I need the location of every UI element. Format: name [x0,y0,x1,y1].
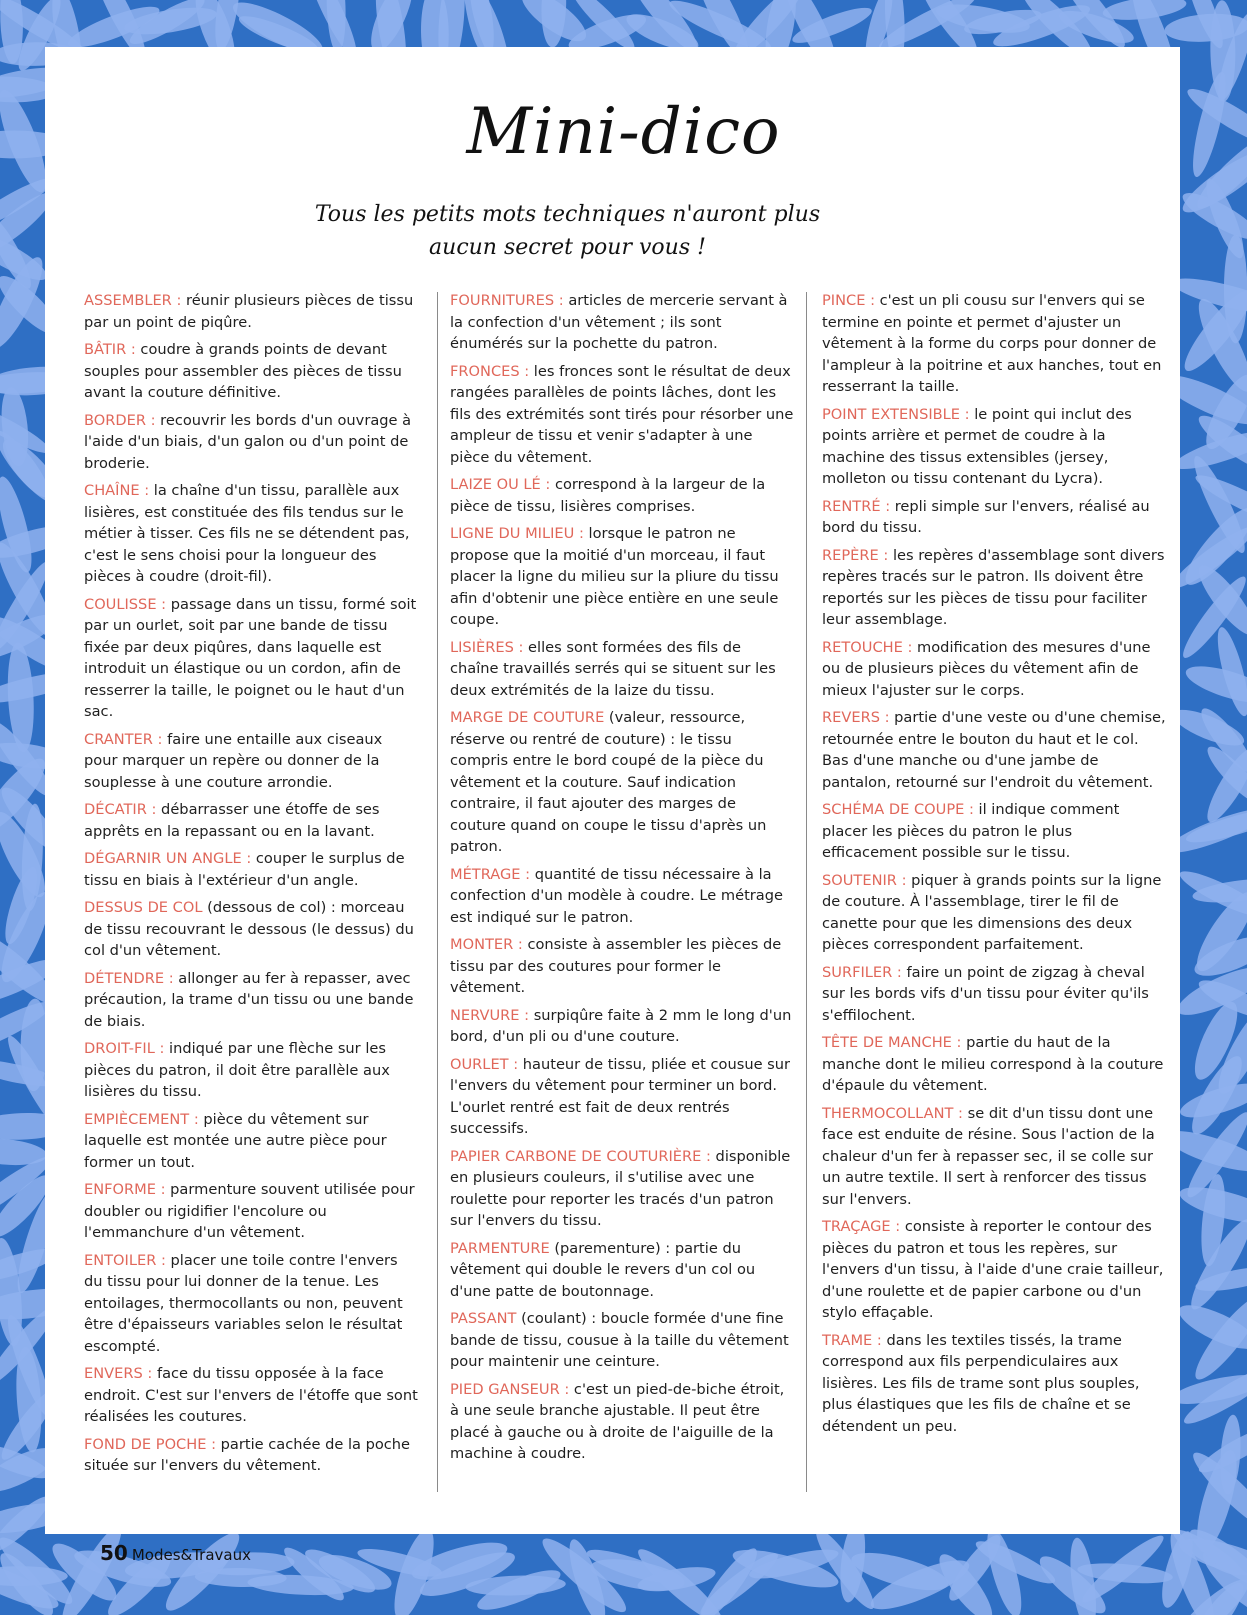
glossary-definition: recouvrir les bords d'un ouvrage à l'aide d'un biais, d'un galon ou d'un point de broderie. [84,411,412,472]
glossary-entry [450,290,794,355]
glossary-term: MONTER : [450,936,523,953]
glossary-term: TÊTE DE MANCHE : [822,1034,962,1051]
glossary-entry [84,290,419,333]
glossary-term: DROIT-FIL : [84,1040,165,1057]
page-number: 50 [100,1541,128,1565]
glossary-entry [84,1179,419,1244]
glossary-entry [450,1005,794,1048]
glossary-term: PASSANT [450,1310,517,1327]
glossary-definition: surpiqûre faite à 2 mm le long d'un bord, d'un pli ou d'une couture. [450,1006,792,1045]
glossary-definition: (coulant) : boucle formée d'une fine bande de tissu, cousue à la taille du vêtement pour maintenir une ceinture. [450,1310,789,1370]
glossary-entry [450,523,794,631]
glossary-term: FOND DE POCHE : [84,1435,216,1453]
glossary-entry [822,496,1166,539]
glossary-entry [822,707,1166,793]
glossary-definition: les repères d'assemblage sont divers repères tracés sur le patron. Ils doivent être reportés sur les pièces de tissu pour faciliter leur assemblage. [822,546,1165,628]
glossary-term: ENFORME : [84,1181,166,1198]
glossary-term: DÉGARNIR UN ANGLE : [84,850,252,867]
glossary-definition: elles sont formées des fils de chaîne travaillés serrés qui se situent sur les deux extrémités de la laize du tissu. [450,638,776,699]
glossary-definition: passage dans un tissu, formé soit par un ourlet, soit par une bande de tissu fixée par deux piqûres, dans laquelle est introduit un élastique ou un cordon, afin de resserrer la taille, le poignet ou le haut d'un sac. [84,595,417,720]
glossary-term: COULISSE : [84,595,167,613]
glossary-term: MARGE DE COUTURE [450,709,605,726]
glossary-term: CRANTER : [84,730,163,748]
glossary-definition: partie du haut de la manche dont le milieu correspond à la couture d'épaule du vêtement. [822,1034,1164,1094]
glossary-term: RENTRÉ : [822,497,891,515]
glossary-entry [84,799,419,842]
glossary-entry [84,729,419,794]
glossary-definition: lorsque le patron ne propose que la moitié d'un morceau, il faut placer la ligne du milieu sur la pliure du tissu afin d'obtenir une pièce entière en une seule coupe. [450,525,779,628]
glossary-entry [450,1238,794,1303]
glossary-definition: hauteur de tissu, pliée et cousue sur l'envers du vêtement pour terminer un bord. L'ourlet rentré est fait de deux rentrés successifs. [450,1055,791,1137]
magazine-name: Modes&Travaux [131,1546,251,1564]
glossary-definition: il indique comment placer les pièces du patron le plus efficacement possible sur le tissu. [822,801,1120,861]
glossary-definition: repli simple sur l'envers, réalisé au bord du tissu. [822,497,1150,536]
glossary-term: PAPIER CARBONE DE COUTURIÈRE : [450,1147,711,1165]
glossary-definition: consiste à reporter le contour des pièces du patron et tous les repères, sur l'envers d'un tissu, à l'aide d'une craie tailleur, d'une roulette et de papier carbone ou d'un stylo effaçable. [822,1218,1164,1321]
glossary-term: DÉCATIR : [84,801,157,818]
glossary-term: MÉTRAGE : [450,865,531,883]
glossary-entry [84,1038,419,1103]
glossary-definition: débarrasser une étoffe de ses apprêts en la repassant ou en la lavant. [84,801,380,840]
glossary-definition: réunir plusieurs pièces de tissu par un point de piqûre. [84,292,414,331]
glossary-column-1 [84,290,419,1483]
glossary-term: PIED GANSEUR : [450,1380,570,1398]
glossary-definition: le point qui inclut des points arrière et permet de coudre à la machine des tissus extensibles (jersey, molleton ou tissu contenant du Lycra). [822,405,1132,487]
glossary-entry [450,1379,794,1465]
glossary-definition: partie d'une veste ou d'une chemise, retournée entre le bouton du haut et le col. Bas d'une manche ou d'une jambe de pantalon, retourné sur l'endroit du vêtement. [822,709,1166,791]
glossary-term: REPÈRE : [822,546,889,564]
glossary-entry [450,361,794,469]
glossary-entry [822,1103,1166,1211]
glossary-entry [450,474,794,517]
subtitle-line-2: aucun secret pour vous ! [429,235,706,260]
glossary-definition: la chaîne d'un tissu, parallèle aux lisières, est constituée des fils tendus sur le métier à tisser. Ces fils ne se détendent pas, c'est le sens choisi pour la longueur des pièces à coudre (droit-fil). [84,482,410,585]
glossary-term: THERMOCOLLANT : [822,1104,963,1122]
glossary-term: PARMENTURE [450,1239,550,1257]
page-title: Mini-dico [466,95,781,169]
glossary-definition: faire une entaille aux ciseaux pour marquer un repère ou donner de la souplesse à une couture arrondie. [84,730,383,791]
glossary-entry [84,1434,419,1477]
glossary-definition: c'est un pied-de-biche étroit, à une seule branche ajustable. Il peut être placé à gauche ou à droite de l'aiguille de la machine à coudre. [450,1380,785,1462]
glossary-entry [822,404,1166,490]
glossary-entry [822,545,1166,631]
glossary-entry [84,594,419,723]
glossary-entry [84,339,419,404]
glossary-column-2 [450,290,794,1471]
glossary-definition: modification des mesures d'une ou de plusieurs pièces du vêtement afin de mieux l'ajuster sur le corps. [822,638,1151,699]
glossary-entry [450,637,794,702]
glossary-term: LAIZE OU LÉ : [450,476,551,493]
glossary-definition: couper le surplus de tissu en biais à l'extérieur d'un angle. [84,850,405,889]
glossary-term: SURFILER : [822,963,902,981]
glossary-term: DÉTENDRE : [84,969,174,987]
glossary-term: PINCE : [822,292,875,309]
glossary-entry [450,1146,794,1232]
glossary-entry [822,1330,1166,1438]
glossary-entry [450,1054,794,1140]
glossary-entry [84,1250,419,1358]
glossary-definition: (valeur, ressource, réserve ou rentré de couture) : le tissu compris entre le bord coupé de la pièce du vêtement et la couture. Sauf indication contraire, il faut ajouter des marges de couture quand on coupe le tissu d'après un patron. [450,709,767,855]
column-divider [806,292,807,1492]
glossary-definition: indiqué par une flèche sur les pièces du patron, il doit être parallèle aux lisières du tissu. [84,1040,390,1100]
glossary-entry [84,968,419,1033]
glossary-term: DESSUS DE COL [84,899,203,916]
glossary-term: BÂTIR : [84,341,136,358]
glossary-entry [84,410,419,475]
glossary-definition: c'est un pli cousu sur l'envers qui se termine en pointe et permet d'ajuster un vêtement à la forme du corps pour donner de l'ampleur à la poitrine et aux hanches, tout en resserrant la taille. [822,292,1162,395]
column-divider [437,292,438,1492]
glossary-term: REVERS : [822,709,890,726]
glossary-term: RETOUCHE : [822,638,913,656]
glossary-entry [450,934,794,999]
glossary-definition: piquer à grands points sur la ligne de couture. À l'assemblage, tirer le fil de canette pour que les dimensions des deux pièces correspondent parfaitement. [822,871,1162,953]
glossary-term: ASSEMBLER : [84,292,182,309]
glossary-definition: articles de mercerie servant à la confection d'un vêtement ; ils sont énumérés sur la pochette du patron. [450,292,788,352]
glossary-entry [822,290,1166,398]
glossary-entry [822,962,1166,1027]
page-subtitle [200,198,935,264]
glossary-entry [84,1363,419,1428]
glossary-term: CHAÎNE : [84,482,150,499]
glossary-entry [822,637,1166,702]
glossary-term: SCHÉMA DE COUPE : [822,801,974,818]
glossary-term: FOURNITURES : [450,292,564,309]
glossary-definition: (dessous de col) : morceau de tissu recouvrant le dessous (le dessus) du col d'un vêtement. [84,899,414,959]
glossary-entry [450,864,794,929]
glossary-term: NERVURE : [450,1006,530,1024]
glossary-term: ENTOILER : [84,1251,166,1269]
glossary-term: LIGNE DU MILIEU : [450,525,584,542]
glossary-entry [84,1109,419,1174]
glossary-entry [822,1216,1166,1324]
glossary-entry [450,707,794,858]
glossary-definition: face du tissu opposée à la face endroit. C'est sur l'envers de l'étoffe que sont réalisées les coutures. [84,1365,418,1425]
glossary-term: SOUTENIR : [822,871,907,889]
glossary-definition: se dit d'un tissu dont une face est enduite de résine. Sous l'action de la chaleur d'un fer à repasser sec, il se colle sur un autre textile. Il sert à renforcer des tissus sur l'envers. [822,1104,1155,1208]
glossary-term: TRAME : [822,1331,882,1349]
glossary-entry [450,1308,794,1373]
glossary-definition: partie cachée de la poche située sur l'envers du vêtement. [84,1435,411,1474]
glossary-definition: disponible en plusieurs couleurs, il s'utilise avec une roulette pour reporter les tracés d'un patron sur l'envers du tissu. [450,1147,791,1229]
glossary-entry [84,897,419,962]
glossary-entry [822,1032,1166,1097]
glossary-term: ENVERS : [84,1365,153,1382]
glossary-definition: quantité de tissu nécessaire à la confection d'un modèle à coudre. Le métrage est indiqué sur le patron. [450,865,783,926]
glossary-definition: pièce du vêtement sur laquelle est montée une autre pièce pour former un tout. [84,1110,387,1171]
glossary-definition: correspond à la largeur de la pièce de tissu, lisières comprises. [450,476,766,515]
glossary-definition: parmenture souvent utilisée pour doubler ou rigidifier l'encolure ou l'emmanchure d'un vêtement. [84,1181,415,1241]
subtitle-line-1: Tous les petits mots techniques n'auront plus [314,202,821,227]
glossary-term: POINT EXTENSIBLE : [822,405,970,423]
glossary-definition: faire un point de zigzag à cheval sur les bords vifs d'un tissu pour éviter qu'ils s'effilochent. [822,963,1149,1024]
glossary-definition: dans les textiles tissés, la trame correspond aux fils perpendiculaires aux lisières. Les fils de trame sont plus souples, plus élastiques que les fils de chaîne et se détendent un peu. [822,1331,1140,1435]
page-footer [100,1541,251,1565]
glossary-definition: placer une toile contre l'envers du tissu pour lui donner de la tenue. Les entoilages, thermocollants ou non, peuvent être d'épaisseurs variables selon le résultat escompté. [84,1251,403,1355]
glossary-term: LISIÈRES : [450,638,524,656]
glossary-definition: les fronces sont le résultat de deux rangées parallèles de points lâches, dont les fils des extrémités sont tirés pour résorber une ampleur de tissu et venir s'adapter à une pièce du vêtement. [450,362,794,466]
glossary-column-3 [822,290,1166,1443]
glossary-entry [84,848,419,891]
glossary-term: EMPIÈCEMENT : [84,1110,199,1128]
glossary-term: FRONCES : [450,362,530,380]
glossary-entry [822,799,1166,864]
glossary-entry [84,480,419,588]
glossary-entry [822,870,1166,956]
glossary-definition: allonger au fer à repasser, avec précaution, la trame d'un tissu ou une bande de biais. [84,969,414,1030]
glossary-term: TRAÇAGE : [822,1218,901,1235]
glossary-definition: consiste à assembler les pièces de tissu par des coutures pour former le vêtement. [450,936,782,996]
glossary-definition: coudre à grands points de devant souples pour assembler des pièces de tissu avant la couture définitive. [84,341,402,401]
glossary-term: OURLET : [450,1055,519,1073]
glossary-definition: (parementure) : partie du vêtement qui double le revers d'un col ou d'une patte de boutonnage. [450,1239,756,1300]
glossary-term: BORDER : [84,411,156,429]
